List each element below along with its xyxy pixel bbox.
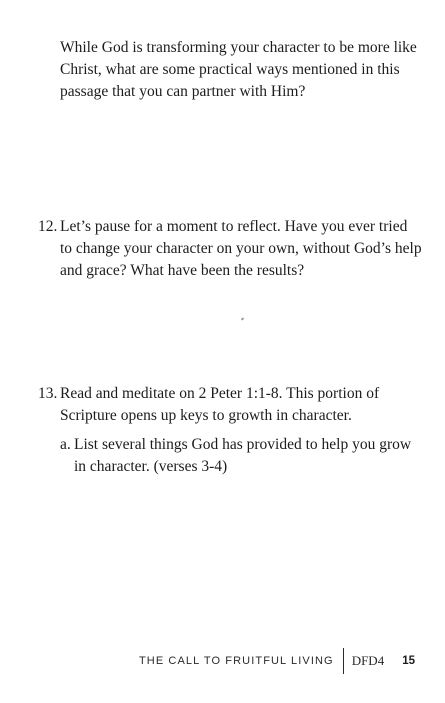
question-12 <box>38 216 422 282</box>
question-13a <box>60 434 422 478</box>
question-13 <box>38 383 422 427</box>
question-text: Let’s pause for a moment to reflect. Have you ever tried to change your character on your own, without God’s help and grace? What have been the results? <box>60 218 422 279</box>
intro-question: While God is transforming your character to be more like Christ, what are some practical ways mentioned in this passage that you can partner with Him? <box>60 39 417 100</box>
subitem-text: List several things God has provided to help you grow in character. (verses 3-4) <box>74 436 412 475</box>
print-speck <box>241 317 245 320</box>
series-code: DFD4 <box>351 653 385 668</box>
subitem-label: a. <box>60 436 71 453</box>
running-title: THE CALL TO FRUITFUL LIVING <box>138 655 334 667</box>
page-footer <box>139 648 415 674</box>
page-number: 15 <box>402 655 415 667</box>
question-number: 13. <box>38 385 58 402</box>
question-text: Read and meditate on 2 Peter 1:1-8. This portion of Scripture opens up keys to growth in character. <box>60 385 380 424</box>
question-number: 12. <box>38 218 58 235</box>
